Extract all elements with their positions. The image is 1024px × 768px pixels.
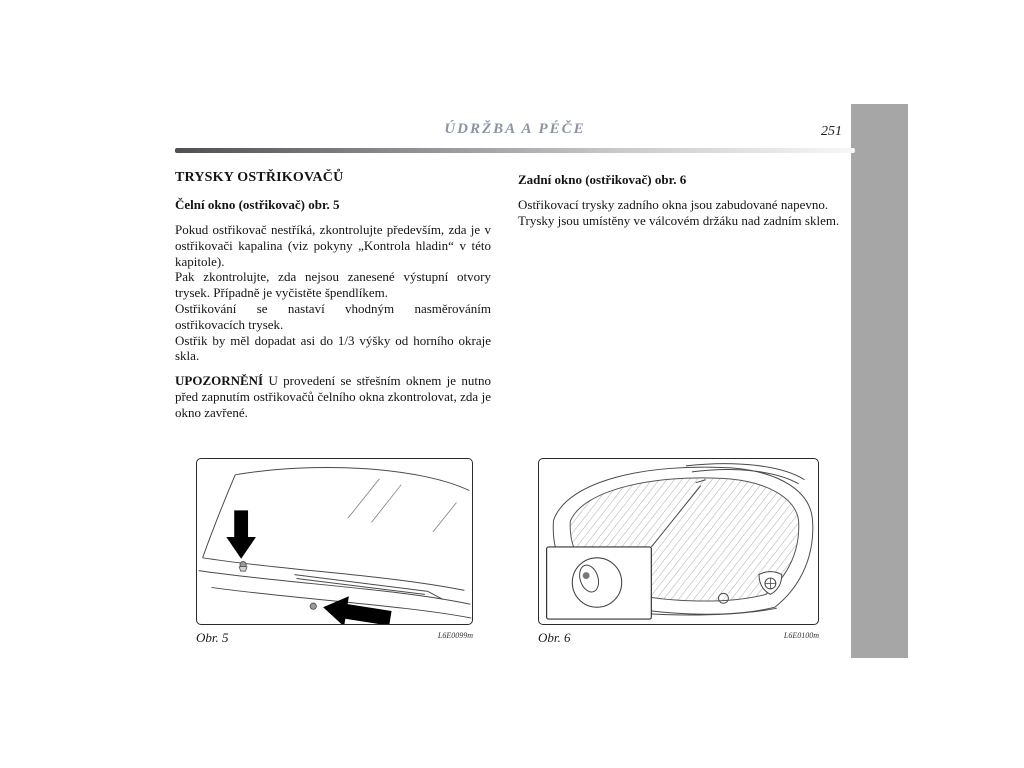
header-divider-rule bbox=[175, 148, 855, 153]
nozzle-arrow-icon bbox=[226, 510, 256, 558]
nozzle-detail-inset bbox=[547, 547, 652, 619]
figure-5-illustration bbox=[197, 459, 472, 624]
figure-6-illustration bbox=[539, 459, 818, 624]
warning-paragraph bbox=[175, 373, 491, 420]
nozzle-arrow-icon bbox=[321, 593, 393, 624]
paragraph: Ostřikování se nastaví vhodným nasměrováním ostřikovacích trysek. bbox=[175, 300, 491, 332]
warning-label: UPOZORNĚNÍ bbox=[175, 373, 264, 389]
paragraph: Pokud ostřikovač nestříká, zkontrolujte především, zda je v ostřikovači kapalina (viz pokyny „Kontrola hladin“ v této kapitole). bbox=[175, 222, 491, 269]
figure-5-code: L6E0099m bbox=[437, 631, 473, 640]
paragraph: Trysky jsou umístěny ve válcovém držáku nad zadním sklem. bbox=[518, 212, 840, 228]
figure-6-frame bbox=[538, 458, 819, 625]
figure-6-caption-row bbox=[538, 630, 819, 646]
figure-5-caption-row bbox=[196, 630, 473, 646]
figure-5 bbox=[196, 458, 473, 646]
subsection-title-front-window: Čelní okno (ostřikovač) obr. 5 bbox=[175, 197, 340, 212]
washer-nozzles bbox=[239, 562, 316, 610]
warning-text: U provedení se střešním oknem je nutno před zapnutím ostřikovačů čelního okna zkontrolovat, zda je okno zavřené. bbox=[175, 373, 491, 420]
right-column bbox=[518, 172, 840, 229]
figure-5-caption: Obr. 5 bbox=[196, 630, 229, 645]
subsection-title-rear-window: Zadní okno (ostřikovač) obr. 6 bbox=[518, 172, 687, 187]
section-title: TRYSKY OSTŘIKOVAČŮ bbox=[175, 170, 344, 185]
chapter-heading: ÚDRŽBA A PÉČE bbox=[444, 121, 586, 137]
figure-6-code: L6E0100m bbox=[783, 631, 819, 640]
figure-6-caption: Obr. 6 bbox=[538, 630, 571, 645]
figure-6 bbox=[538, 458, 819, 646]
paragraph: Ostřikovací trysky zadního okna jsou zabudované napevno. bbox=[518, 197, 829, 212]
left-column bbox=[175, 170, 491, 421]
figure-5-frame bbox=[196, 458, 473, 625]
paragraph: Pak zkontrolujte, zda nejsou zanesené výstupní otvory trysek. Případně je vyčistěte špendlíkem. bbox=[175, 269, 491, 301]
paragraph: Ostřik by měl dopadat asi do 1/3 výšky od horního okraje skla. bbox=[175, 332, 491, 364]
chapter-side-tab bbox=[851, 104, 908, 658]
page-number: 251 bbox=[821, 124, 842, 139]
